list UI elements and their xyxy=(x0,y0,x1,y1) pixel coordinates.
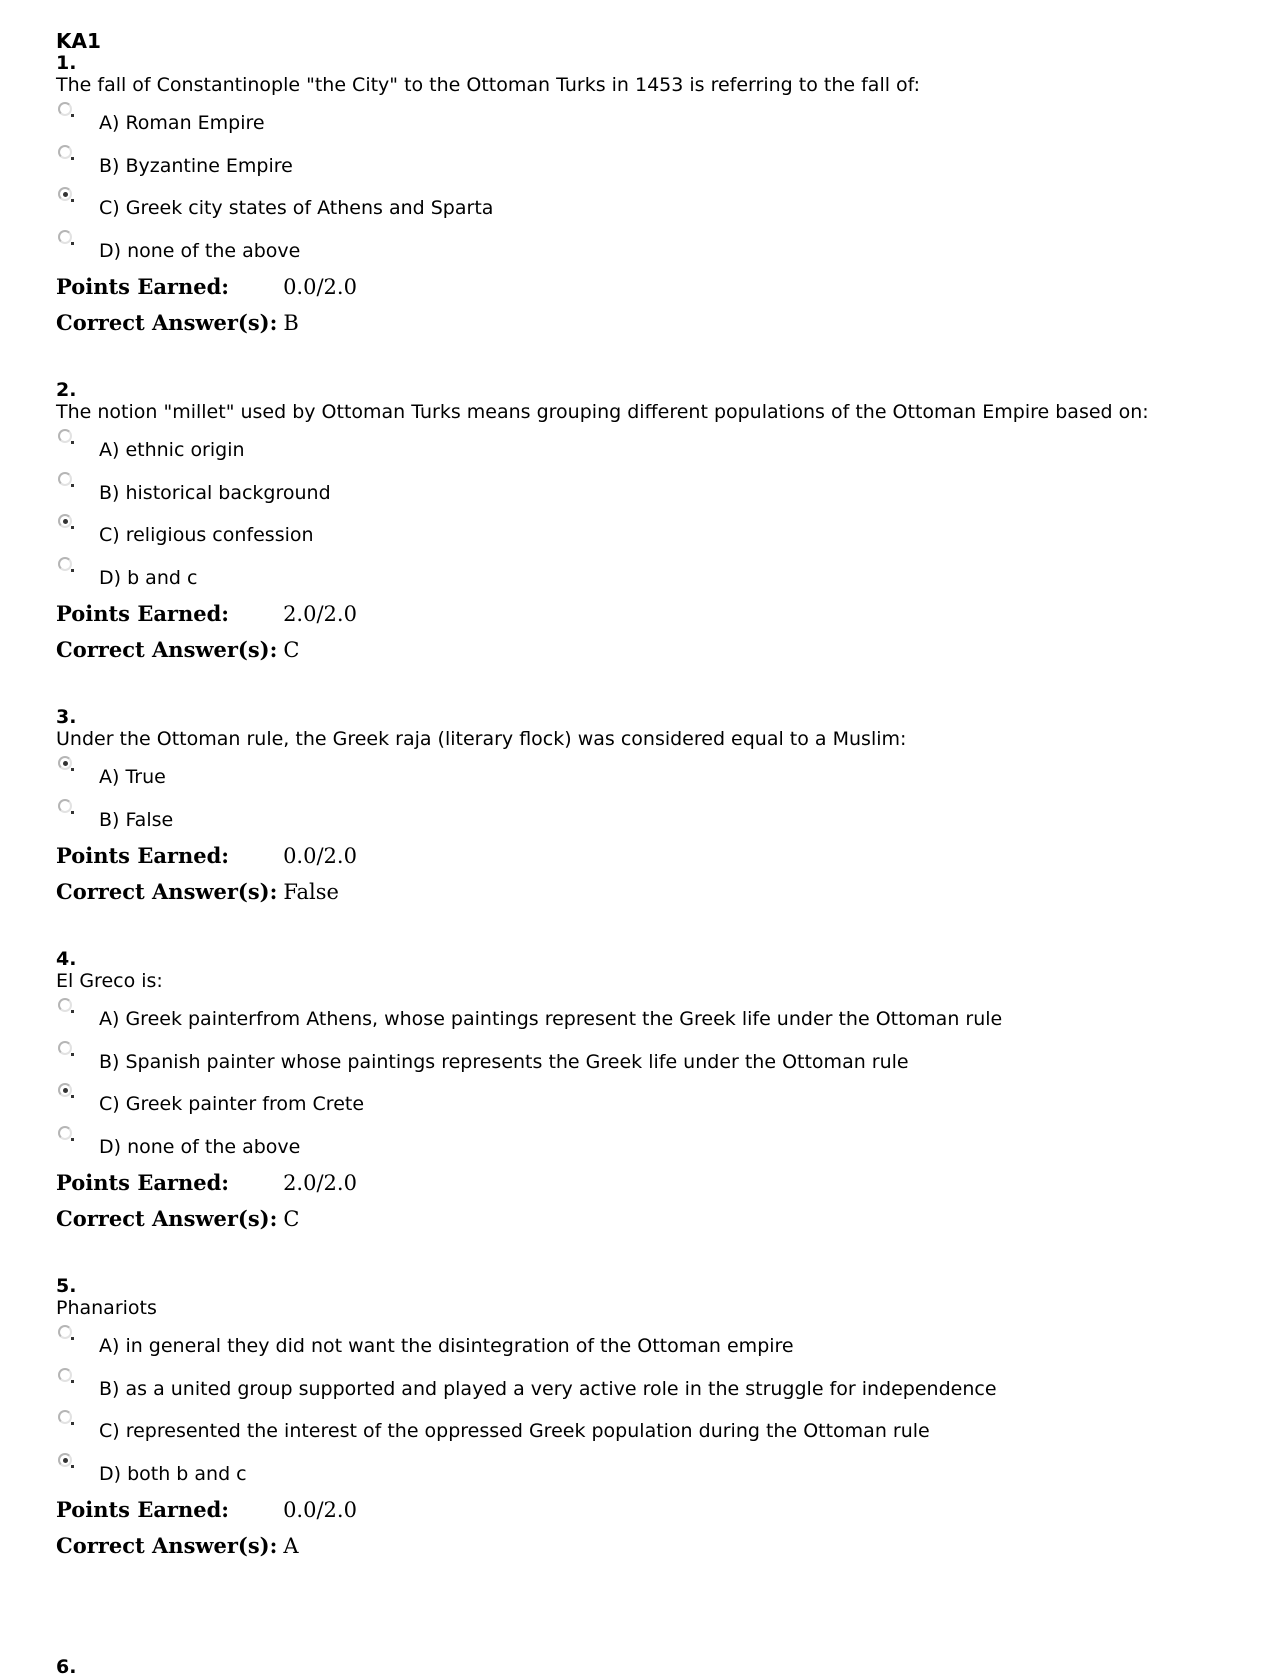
question-5 xyxy=(56,1275,1256,1564)
question-2 xyxy=(56,379,1256,668)
radio-selected-icon[interactable] xyxy=(58,1453,72,1467)
radio-unselected-icon[interactable] xyxy=(58,557,72,571)
option-label: C) Greek city states of Athens and Sparta xyxy=(99,197,494,219)
answer-option[interactable] xyxy=(56,426,1256,469)
option-label: C) Greek painter from Crete xyxy=(99,1093,365,1115)
correct-answer-row xyxy=(56,1528,1256,1564)
option-label: B) Spanish painter whose paintings represents the Greek life under the Ottoman rule xyxy=(99,1050,909,1073)
answer-option[interactable] xyxy=(56,184,1256,227)
quiz-results-document xyxy=(56,30,1256,1678)
correct-answer-label: Correct Answer(s): xyxy=(56,879,278,904)
answer-option[interactable] xyxy=(56,469,1256,512)
question-number: 5. xyxy=(56,1275,77,1297)
answer-option[interactable] xyxy=(56,554,1256,597)
points-earned-label: Points Earned: xyxy=(56,601,230,626)
question-text: El Greco is: xyxy=(56,970,163,992)
answer-option[interactable] xyxy=(56,1080,1256,1123)
question-number-6: 6. xyxy=(56,1656,77,1678)
correct-answer-value: C xyxy=(283,1207,300,1231)
radio-selected-icon[interactable] xyxy=(58,1083,72,1097)
answer-option[interactable] xyxy=(56,796,1256,839)
question-number: 4. xyxy=(56,948,77,970)
question-number: 1. xyxy=(56,52,77,74)
points-earned-label: Points Earned: xyxy=(56,1170,230,1195)
option-label: A) Greek painterfrom Athens, whose paintings represent the Greek life under the Ottoman rule xyxy=(99,1008,1003,1030)
question-4 xyxy=(56,948,1256,1237)
answer-option[interactable] xyxy=(56,1450,1256,1493)
radio-unselected-icon[interactable] xyxy=(58,472,72,486)
option-label: B) historical background xyxy=(99,481,331,504)
correct-answer-row xyxy=(56,305,1256,341)
radio-selected-icon[interactable] xyxy=(58,514,72,528)
points-earned-value: 2.0/2.0 xyxy=(283,602,357,626)
option-label: D) none of the above xyxy=(99,239,301,262)
answer-option[interactable] xyxy=(56,142,1256,185)
points-earned-row xyxy=(56,1165,1256,1201)
radio-unselected-icon[interactable] xyxy=(58,1368,72,1382)
radio-unselected-icon[interactable] xyxy=(58,1325,72,1339)
radio-unselected-icon[interactable] xyxy=(58,429,72,443)
answer-option[interactable] xyxy=(56,1123,1256,1166)
points-earned-value: 2.0/2.0 xyxy=(283,1171,357,1195)
points-earned-row xyxy=(56,596,1256,632)
document-title: KA1 xyxy=(56,29,101,53)
points-earned-label: Points Earned: xyxy=(56,843,230,868)
radio-unselected-icon[interactable] xyxy=(58,1410,72,1424)
radio-selected-icon[interactable] xyxy=(58,756,72,770)
points-earned-row xyxy=(56,269,1256,305)
correct-answer-label: Correct Answer(s): xyxy=(56,637,278,662)
option-label: D) b and c xyxy=(99,566,198,589)
radio-selected-icon[interactable] xyxy=(58,187,72,201)
points-earned-label: Points Earned: xyxy=(56,274,230,299)
points-earned-label: Points Earned: xyxy=(56,1497,230,1522)
option-label: C) represented the interest of the oppressed Greek population during the Ottoman rule xyxy=(99,1420,930,1442)
radio-unselected-icon[interactable] xyxy=(58,230,72,244)
option-label: A) ethnic origin xyxy=(99,439,245,461)
question-3 xyxy=(56,706,1256,910)
correct-answer-label: Correct Answer(s): xyxy=(56,1206,278,1231)
radio-unselected-icon[interactable] xyxy=(58,799,72,813)
answer-option[interactable] xyxy=(56,753,1256,796)
question-text: The fall of Constantinople "the City" to the Ottoman Turks in 1453 is referring to the fall of: xyxy=(56,74,921,96)
radio-unselected-icon[interactable] xyxy=(58,1126,72,1140)
correct-answer-value: A xyxy=(283,1534,299,1558)
option-label: A) True xyxy=(99,766,166,788)
radio-unselected-icon[interactable] xyxy=(58,998,72,1012)
points-earned-value: 0.0/2.0 xyxy=(283,275,357,299)
answer-option[interactable] xyxy=(56,99,1256,142)
question-number: 3. xyxy=(56,706,77,728)
question-number: 2. xyxy=(56,379,77,401)
radio-unselected-icon[interactable] xyxy=(58,145,72,159)
correct-answer-row xyxy=(56,632,1256,668)
option-label: D) none of the above xyxy=(99,1135,301,1158)
question-text: Under the Ottoman rule, the Greek raja (literary flock) was considered equal to a Muslim: xyxy=(56,728,907,750)
points-earned-row xyxy=(56,1492,1256,1528)
points-earned-value: 0.0/2.0 xyxy=(283,1498,357,1522)
option-label: B) Byzantine Empire xyxy=(99,154,293,177)
answer-option[interactable] xyxy=(56,1322,1256,1365)
option-label: B) as a united group supported and played a very active role in the struggle for independence xyxy=(99,1377,997,1400)
answer-option[interactable] xyxy=(56,995,1256,1038)
option-label: C) religious confession xyxy=(99,524,314,546)
correct-answer-row xyxy=(56,1201,1256,1237)
radio-unselected-icon[interactable] xyxy=(58,102,72,116)
option-label: A) in general they did not want the disintegration of the Ottoman empire xyxy=(99,1335,794,1357)
correct-answer-value: B xyxy=(283,311,299,335)
question-text: The notion "millet" used by Ottoman Turks means grouping different populations of the Ottoman Empire based on: xyxy=(56,401,1149,423)
question-list xyxy=(56,52,1256,1564)
answer-option[interactable] xyxy=(56,511,1256,554)
correct-answer-label: Correct Answer(s): xyxy=(56,1533,278,1558)
correct-answer-label: Correct Answer(s): xyxy=(56,310,278,335)
correct-answer-row xyxy=(56,874,1256,910)
correct-answer-value: C xyxy=(283,638,300,662)
correct-answer-value: False xyxy=(283,880,339,904)
radio-unselected-icon[interactable] xyxy=(58,1041,72,1055)
answer-option[interactable] xyxy=(56,227,1256,270)
answer-option[interactable] xyxy=(56,1407,1256,1450)
points-earned-value: 0.0/2.0 xyxy=(283,844,357,868)
answer-option[interactable] xyxy=(56,1038,1256,1081)
question-1 xyxy=(56,52,1256,341)
points-earned-row xyxy=(56,838,1256,874)
question-text: Phanariots xyxy=(56,1297,157,1319)
answer-option[interactable] xyxy=(56,1365,1256,1408)
option-label: A) Roman Empire xyxy=(99,112,265,134)
option-label: B) False xyxy=(99,808,174,831)
option-label: D) both b and c xyxy=(99,1462,247,1485)
